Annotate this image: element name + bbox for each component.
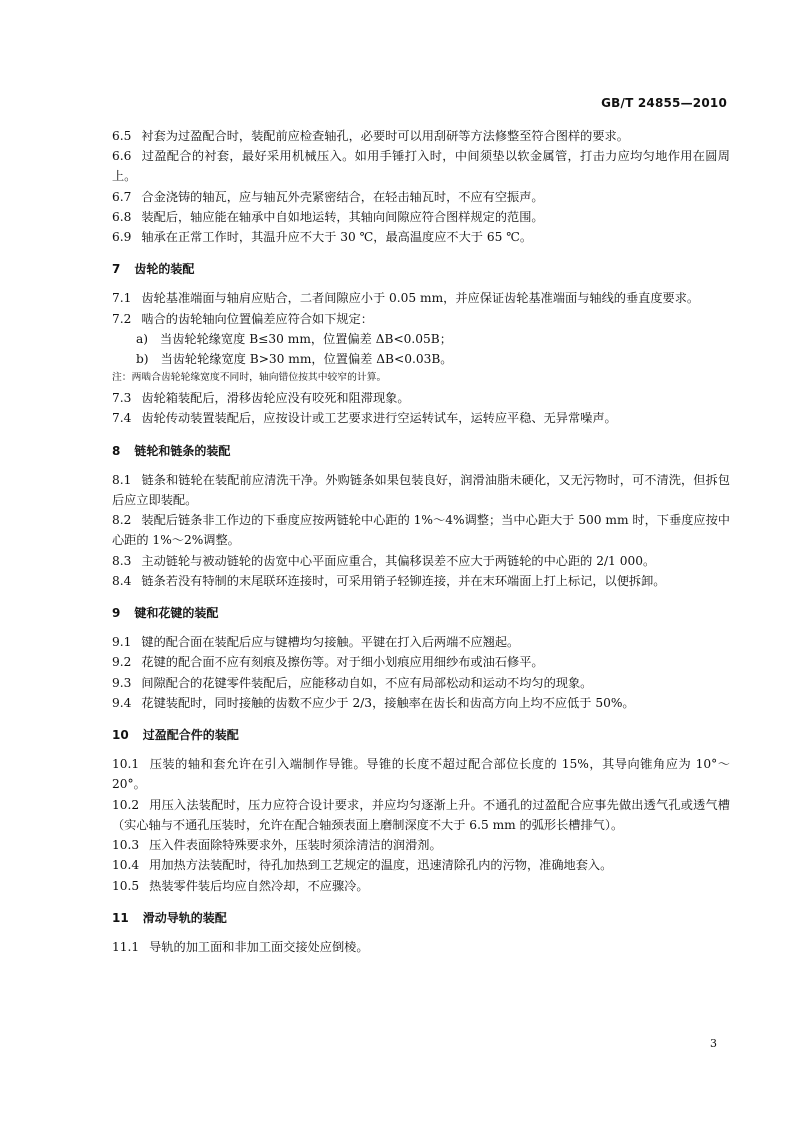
clause-number: 8.3 <box>112 553 132 568</box>
clause-paragraph <box>112 571 730 591</box>
clause-paragraph <box>112 835 730 855</box>
clause-text: 键的配合面在装配后应与键槽均匀接触。平键在打入后两端不应翘起。 <box>141 635 520 650</box>
clause-paragraph <box>112 673 730 693</box>
clause-number: 6.8 <box>112 209 132 224</box>
clause-text: 装配后链条非工作边的下垂度应按两链轮中心距的 1%～4%调整；当中心距大于 500 mm 时，下垂度应按中心距的 1%～2%调整。 <box>112 513 730 548</box>
clause-paragraph <box>112 288 730 308</box>
clause-paragraph <box>112 207 730 227</box>
clause-number: 6.7 <box>112 189 132 204</box>
section-heading <box>112 441 730 461</box>
section-heading <box>112 603 730 623</box>
clause-number: 9 <box>112 606 121 621</box>
clause-paragraph <box>112 632 730 652</box>
clause-number: 9.4 <box>112 695 132 710</box>
clause-text: 压装的轴和套允许在引入端制作导锥。导锥的长度不超过配合部位长度的 15%，其导向锥角应为 10°～20°。 <box>112 757 730 792</box>
clause-text: 当齿轮轮缘宽度 B≤30 mm，位置偏差 ΔB<0.05B； <box>160 331 452 346</box>
clause-text: 链条若没有特制的末尾联环连接时，可采用销子轻铆连接，并在末环端面上打上标记，以便拆卸。 <box>141 573 666 588</box>
clause-text: 齿轮基准端面与轴肩应贴合，二者间隙应小于 0.05 mm，并应保证齿轮基准端面与轴线的垂直度要求。 <box>141 291 700 306</box>
clause-number: 6.9 <box>112 230 132 245</box>
clause-number: 9.2 <box>112 655 132 670</box>
clause-paragraph <box>112 754 730 794</box>
document-body <box>112 126 730 957</box>
clause-text: 用加热方法装配时，待孔加热到工艺规定的温度，迅速清除孔内的污物，准确地套入。 <box>149 858 613 873</box>
clause-paragraph <box>112 876 730 896</box>
clause-text: 花键装配时，同时接触的齿数不应少于 2/3，接触率在齿长和齿高方向上均不应低于 50%。 <box>141 695 635 710</box>
clause-number: 8.4 <box>112 573 132 588</box>
clause-text: 过盈配合的衬套，最好采用机械压入。如用手锤打入时，中间须垫以软金属管，打击力应均匀地作用在圆周上。 <box>112 149 730 184</box>
clause-number: 7.4 <box>112 411 132 426</box>
clause-number: 10.3 <box>112 838 140 853</box>
section-heading <box>112 259 730 279</box>
clause-number: 9.1 <box>112 635 132 650</box>
clause-text: 花键的配合面不应有刻痕及擦伤等。对于细小划痕应用细纱布或油石修平。 <box>141 655 544 670</box>
clause-paragraph <box>112 146 730 186</box>
clause-paragraph <box>112 408 730 428</box>
clause-text: 热装零件装后均应自然冷却，不应骤冷。 <box>149 878 369 893</box>
clause-paragraph <box>112 855 730 875</box>
clause-number: 7.3 <box>112 391 132 406</box>
clause-paragraph <box>112 937 730 957</box>
clause-paragraph <box>112 227 730 247</box>
clause-text: 啮合的齿轮轴向位置偏差应符合如下规定： <box>141 311 373 326</box>
clause-text: 当齿轮轮缘宽度 B>30 mm，位置偏差 ΔB<0.03B。 <box>160 352 453 367</box>
clause-number: 6.5 <box>112 129 132 143</box>
clause-number: 10.2 <box>112 797 140 812</box>
clause-paragraph <box>112 309 730 329</box>
clause-number: 7.2 <box>112 311 132 326</box>
clause-paragraph <box>112 388 730 408</box>
clause-text: 装配后，轴应能在轴承中自如地运转，其轴向间隙应符合图样规定的范围。 <box>141 209 544 224</box>
clause-text: 键和花键的装配 <box>134 606 219 621</box>
clause-paragraph <box>112 551 730 571</box>
clause-text: 轴承在正常工作时，其温升应不大于 30 ℃，最高温度应不大于 65 ℃。 <box>141 230 533 245</box>
clause-number: b) <box>136 352 149 367</box>
clause-text: 齿轮箱装配后，滑移齿轮应没有咬死和阻滞现象。 <box>141 391 410 406</box>
clause-text: 导轨的加工面和非加工面交接处应倒棱。 <box>149 939 369 954</box>
page-number: 3 <box>710 1037 717 1050</box>
clause-number: a) <box>136 331 149 346</box>
clause-number: 11 <box>112 910 129 925</box>
clause-paragraph <box>112 126 730 146</box>
clause-number: 7 <box>112 262 121 277</box>
clause-text: 齿轮传动装置装配后，应按设计或工艺要求进行空运转试车，运转应平稳、无异常噪声。 <box>141 411 617 426</box>
section-heading <box>112 908 730 928</box>
list-item <box>136 349 730 369</box>
clause-paragraph <box>112 510 730 550</box>
clause-number: 10.5 <box>112 878 140 893</box>
clause-paragraph <box>112 693 730 713</box>
clause-number: 10.4 <box>112 858 140 873</box>
clause-paragraph <box>112 470 730 510</box>
clause-number: 8.1 <box>112 472 132 487</box>
clause-number: 11.1 <box>112 939 140 954</box>
clause-paragraph <box>112 795 730 835</box>
clause-number: 8 <box>112 443 121 458</box>
clause-number: 7.1 <box>112 291 132 306</box>
clause-text: 衬套为过盈配合时，装配前应检查轴孔，必要时可以用刮研等方法修整至符合图样的要求。 <box>141 129 629 143</box>
clause-text: 用压入法装配时，压力应符合设计要求，并应均匀逐渐上升。不通孔的过盈配合应事先做出透气孔或透气槽（实心轴与不通孔压装时，允许在配合轴颈表面上磨制深度不大于 6.5 mm 的弧形长槽排气）。 <box>112 797 730 832</box>
clause-text: 链条和链轮在装配前应清洗干净。外购链条如果包装良好，润滑油脂未硬化，又无污物时，可不清洗，但拆包后应立即装配。 <box>112 472 730 508</box>
clause-text: 链轮和链条的装配 <box>134 443 231 458</box>
document-code: GB/T 24855—2010 <box>601 96 727 110</box>
note-text <box>112 370 730 386</box>
clause-number: 9.3 <box>112 675 132 690</box>
clause-text: 合金浇铸的轴瓦，应与轴瓦外壳紧密结合，在轻击轴瓦时，不应有空振声。 <box>141 189 544 204</box>
list-item <box>136 329 730 349</box>
clause-text: 压入件表面除特殊要求外，压装时须涂清洁的润滑剂。 <box>149 838 442 853</box>
clause-text: 滑动导轨的装配 <box>142 910 227 925</box>
clause-number: 8.2 <box>112 513 132 528</box>
clause-number: 6.6 <box>112 149 132 164</box>
clause-paragraph <box>112 187 730 207</box>
clause-text: 过盈配合件的装配 <box>142 728 239 743</box>
clause-text: 注：两啮合齿轮轮缘宽度不同时，轴向错位按其中较窄的计算。 <box>112 372 387 384</box>
section-heading <box>112 725 730 745</box>
clause-number: 10.1 <box>112 757 140 772</box>
clause-text: 齿轮的装配 <box>134 262 195 277</box>
clause-number: 10 <box>112 728 129 743</box>
clause-text: 主动链轮与被动链轮的齿宽中心平面应重合，其偏移误差不应大于两链轮的中心距的 2/1 000。 <box>141 553 656 568</box>
clause-text: 间隙配合的花键零件装配后，应能移动自如，不应有局部松动和运动不均匀的现象。 <box>141 675 593 690</box>
clause-paragraph <box>112 652 730 672</box>
